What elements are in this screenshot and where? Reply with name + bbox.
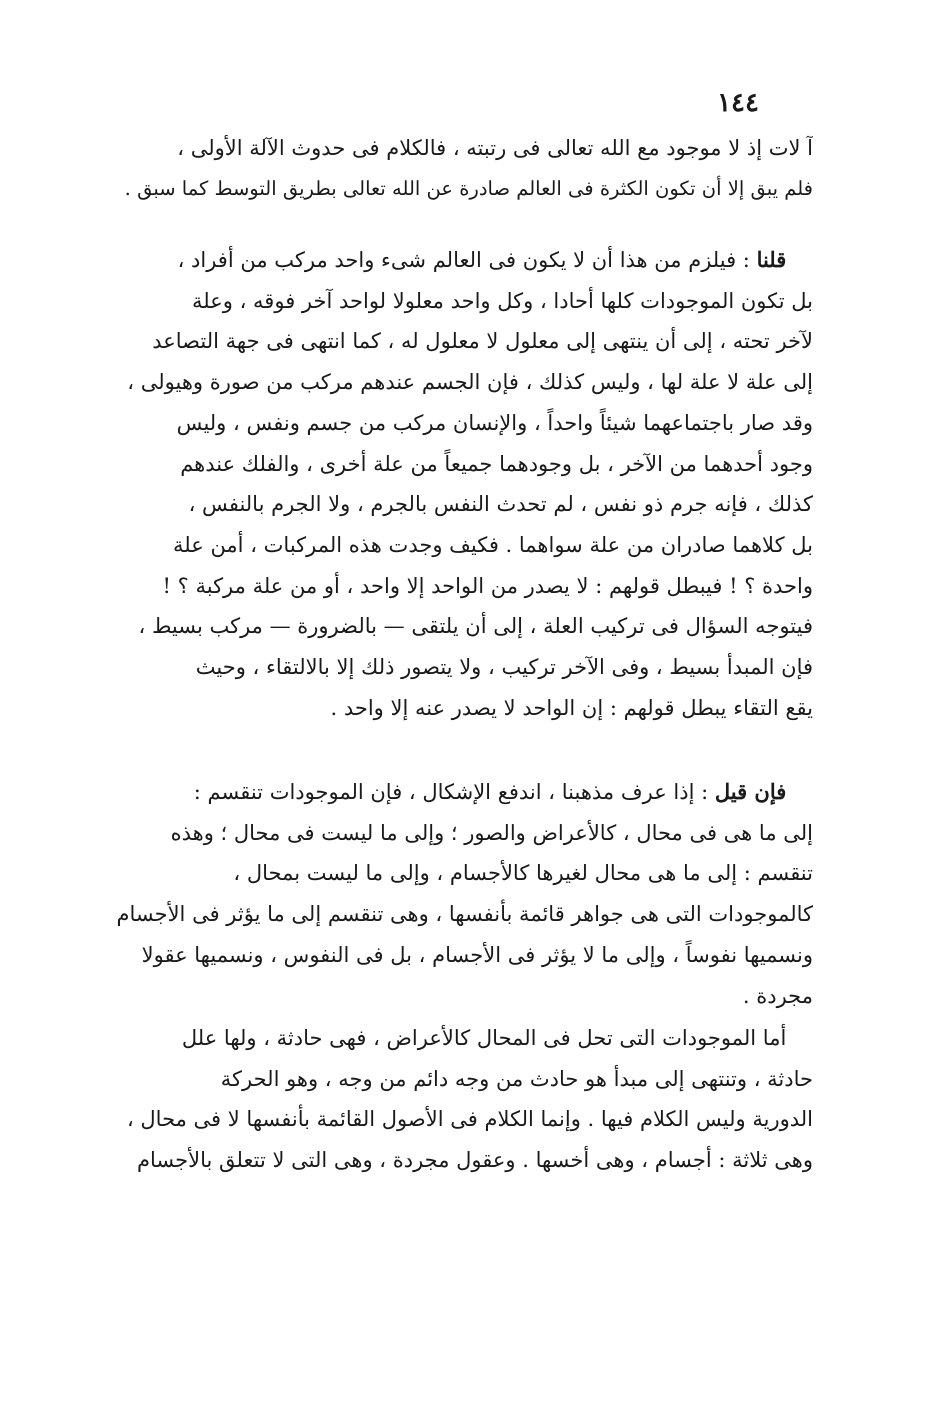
text-line: الدورية وليس الكلام فيها . وإنما الكلام فى الأصول القائمة بأنفسها لا فى محال ، [126,1107,813,1132]
paragraph-lead: قلنا [756,247,787,272]
text-line: وهى ثلاثة : أجسام ، وهى أخسها . وعقول مجردة ، وهى التى لا تتعلق بالأجسام [137,1148,813,1173]
text-line: كذلك ، فإنه جرم ذو نفس ، لم تحدث النفس بالجرم ، ولا الجرم بالنفس ، [188,492,813,517]
text-line-rest: أما الموجودات التى تحل فى المحال كالأعراض ، فهى حادثة ، ولها علل [181,1026,787,1050]
text-line: واحدة ؟ ! فيبطل قولهم : لا يصدر من الواحد إلا واحد ، أو من علة مركبة ؟ ! [162,573,813,598]
paragraph-3 [108,772,813,1016]
text-line: مجردة . [742,983,813,1008]
paragraph-4 [108,1018,813,1181]
text-line: آ لات إذ لا موجود مع الله تعالى فى رتبته ، فالكلام فى حدوث الآلة الأولى ، [177,136,813,160]
text-line: وجود أحدهما من الآخر ، بل وجودهما جميعاً من علة أخرى ، والفلك عندهم [180,451,813,476]
text-line: ونسميها نفوساً ، وإلى ما لا يؤثر فى الأجسام ، بل فى النفوس ، ونسميها عقولا [141,942,813,967]
text-line: وقد صار باجتماعهما شيئاً واحداً ، والإنسان مركب من جسم ونفس ، وليس [176,410,813,435]
text-line: إلى ما هى فى محال ، كالأعراض والصور ؛ وإلى ما ليست فى محال ؛ وهذه [170,820,813,845]
paragraph-2 [108,240,813,728]
text-line: يقع التقاء يبطل قولهم : إن الواحد لا يصدر عنه إلا واحد . [330,695,813,720]
text-line: فلم يبق إلا أن تكون الكثرة فى العالم صادرة عن الله تعالى بطريق التوسط كما سبق . [124,176,813,200]
text-line-rest: : فيلزم من هذا أن لا يكون فى العالم شىء واحد مركب من أفراد ، [177,248,757,272]
text-line [108,772,813,813]
text-line: لآخر تحته ، إلى أن ينتهى إلى معلول لا معلول له ، كما انتهى فى جهة التصاعد [152,329,813,354]
text-line: إلى علة لا علة لها ، وليس كذلك ، فإن الجسم عندهم مركب من صورة وهيولى ، [127,370,813,395]
text-line [108,1018,813,1059]
text-line [108,240,813,281]
text-line: فيتوجه السؤال فى تركيب العلة ، إلى أن يلتقى — بالضرورة — مركب بسيط ، [138,614,813,639]
text-line: كالموجودات التى هى جواهر قائمة بأنفسها ، وهى تنقسم إلى ما يؤثر فى الأجسام [116,902,813,927]
text-line: فإن المبدأ بسيط ، وفى الآخر تركيب ، ولا يتصور ذلك إلا بالالتقاء ، وحيث [195,655,813,680]
text-line: بل تكون الموجودات كلها أحادا ، وكل واحد معلولا لواحد آخر فوقه ، وعلة [192,288,813,313]
page-number: ١٤٤ [717,88,759,118]
text-line: حادثة ، وتنتهى إلى مبدأ هو حادث من وجه دائم من وجه ، وهو الحركة [220,1066,813,1091]
text-line: بل كلاهما صادران من علة سواهما . فكيف وجدت هذه المركبات ، أمن علة [173,532,813,557]
text-line-rest: : إذا عرف مذهبنا ، اندفع الإشكال ، فإن الموجودات تنقسم : [193,780,715,804]
paragraph-lead: فإن قيل [714,779,787,804]
paragraph-1 [108,128,813,209]
text-line: تنقسم : إلى ما هى محال لغيرها كالأجسام ، وإلى ما ليست بمحال ، [233,861,813,886]
